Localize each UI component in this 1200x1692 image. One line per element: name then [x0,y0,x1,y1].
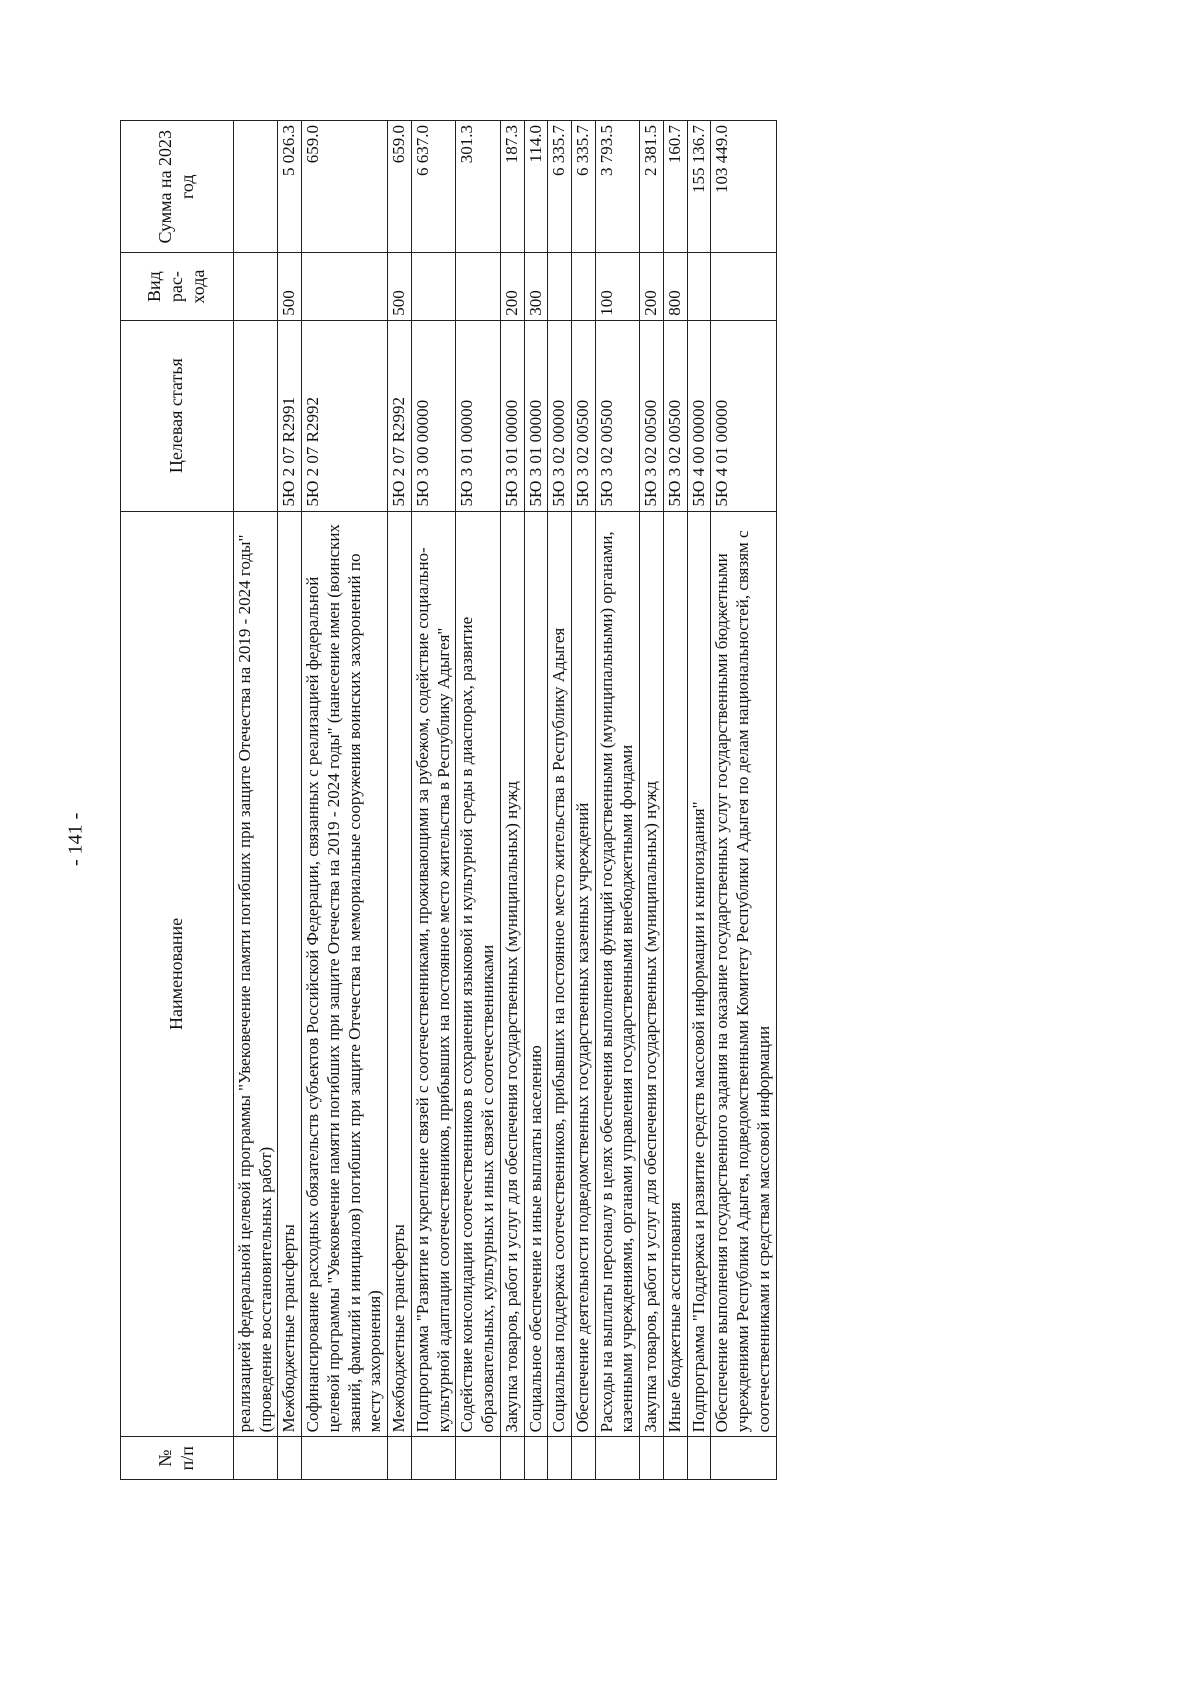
row-num [500,1437,524,1480]
row-amount: 301.3 [456,121,500,253]
row-name: Содействие консолидации соотечественников в сохранении языковой и культурной среды в диаспорах, развитие образовательных, культурных и иных связей с соотечественниками [456,511,500,1437]
row-name: Социальное обеспечение и иные выплаты населению [524,511,548,1437]
table-row [456,121,500,1480]
row-amount: 5 026.3 [278,121,302,253]
row-num [524,1437,548,1480]
row-type [411,253,455,320]
row-name: Межбюджетные трансферты [388,511,412,1437]
row-type [572,253,596,320]
row-name: Закупка товаров, работ и услуг для обеспечения государственных (муниципальных) нужд [640,511,664,1437]
table-row [411,121,455,1480]
row-type [234,253,278,320]
row-type [711,253,776,320]
row-name: Обеспечение деятельности подведомственных государственных казенных учреждений [572,511,596,1437]
table-row [711,121,776,1480]
table-header-row [121,121,234,1480]
row-amount: 3 793.5 [595,121,639,253]
row-type: 800 [663,253,687,320]
row-amount: 659.0 [302,121,388,253]
row-amount: 187.3 [500,121,524,253]
header-name: Наименование [121,511,234,1437]
row-code: 5Ю 3 02 00500 [595,320,639,511]
row-code: 5Ю 2 07 R2992 [302,320,388,511]
row-type: 500 [388,253,412,320]
row-amount [234,121,278,253]
header-amount: Сумма на 2023 год [121,121,234,253]
row-amount: 6 335.7 [572,121,596,253]
row-amount: 6 335.7 [548,121,572,253]
row-code: 5Ю 4 01 00000 [711,320,776,511]
row-amount: 6 637.0 [411,121,455,253]
row-amount: 2 381.5 [640,121,664,253]
row-code: 5Ю 3 02 00500 [663,320,687,511]
row-type [456,253,500,320]
row-type [302,253,388,320]
row-name: Софинансирование расходных обязательств субъектов Российской Федерации, связанных с реализацией федеральной целевой программы "Увековечение памяти погибших при защите Отечества на 2019 - 2024 годы" (нанесение имен (воинских званий, фамилий и инициалов) погибших при защите Отечества на мемориальные сооружения воинских захоронений по месту захоронения) [302,511,388,1437]
header-code: Целевая статья [121,320,234,511]
row-code: 5Ю 4 00 00000 [687,320,711,511]
row-num [663,1437,687,1480]
row-num [278,1437,302,1480]
row-num [640,1437,664,1480]
row-code: 5Ю 3 01 00000 [524,320,548,511]
row-code: 5Ю 2 07 R2991 [278,320,302,511]
row-name: Подпрограмма "Поддержка и развитие средств массовой информации и книгоиздания" [687,511,711,1437]
budget-sheet [120,120,1065,1480]
row-name: реализацией федеральной целевой программы "Увековечение памяти погибших при защите Отечества на 2019 - 2024 годы" (проведение восстановительных работ) [234,511,278,1437]
row-num [548,1437,572,1480]
header-num: № п/п [121,1437,234,1480]
row-amount: 160.7 [663,121,687,253]
row-type: 300 [524,253,548,320]
row-num [234,1437,278,1480]
row-name: Иные бюджетные ассигнования [663,511,687,1437]
row-code: 5Ю 2 07 R2992 [388,320,412,511]
row-name: Расходы на выплаты персоналу в целях обеспечения выполнения функций государственными (муниципальными) органами, казенными учреждениями, органами управления государственными внебюджетными фондами [595,511,639,1437]
page-number: - 141 - [64,812,87,866]
table-row [687,121,711,1480]
row-name: Закупка товаров, работ и услуг для обеспечения государственных (муниципальных) нужд [500,511,524,1437]
row-name: Межбюджетные трансферты [278,511,302,1437]
table-row [640,121,664,1480]
row-type [687,253,711,320]
budget-table [120,120,777,1480]
row-name: Социальная поддержка соотечественников, прибывших на постоянное место жительства в Республику Адыгея [548,511,572,1437]
row-num [711,1437,776,1480]
row-num [595,1437,639,1480]
row-type: 500 [278,253,302,320]
row-type: 200 [640,253,664,320]
row-amount: 114.0 [524,121,548,253]
row-num [572,1437,596,1480]
table-row [572,121,596,1480]
table-row [548,121,572,1480]
table-row [302,121,388,1480]
row-code: 5Ю 3 02 00500 [572,320,596,511]
row-amount: 103 449.0 [711,121,776,253]
row-num [388,1437,412,1480]
row-name: Подпрограмма "Развитие и укрепление связей с соотечественниками, проживающими за рубежом, содействие социально-культурной адаптации соотечественников, прибывших на постоянное место жительства в Республику Адыгея" [411,511,455,1437]
row-num [687,1437,711,1480]
row-code: 5Ю 3 00 00000 [411,320,455,511]
table-row [234,121,278,1480]
row-num [302,1437,388,1480]
table-row [663,121,687,1480]
header-type: Вид рас- хода [121,253,234,320]
row-name: Обеспечение выполнения государственного задания на оказание государственных услуг государственными бюджетными учреждениями Республики Адыгея, подведомственными Комитету Республики Адыгея по делам национальностей, связям с соотечественниками и средствам массовой информации [711,511,776,1437]
table-row [278,121,302,1480]
row-type: 100 [595,253,639,320]
row-amount: 659.0 [388,121,412,253]
table-row [595,121,639,1480]
table-row [524,121,548,1480]
row-code [234,320,278,511]
table-row [388,121,412,1480]
row-code: 5Ю 3 02 00500 [640,320,664,511]
row-num [456,1437,500,1480]
row-code: 5Ю 3 02 00000 [548,320,572,511]
table-row [500,121,524,1480]
row-code: 5Ю 3 01 00000 [456,320,500,511]
row-type [548,253,572,320]
row-amount: 155 136.7 [687,121,711,253]
row-num [411,1437,455,1480]
row-type: 200 [500,253,524,320]
row-code: 5Ю 3 01 00000 [500,320,524,511]
